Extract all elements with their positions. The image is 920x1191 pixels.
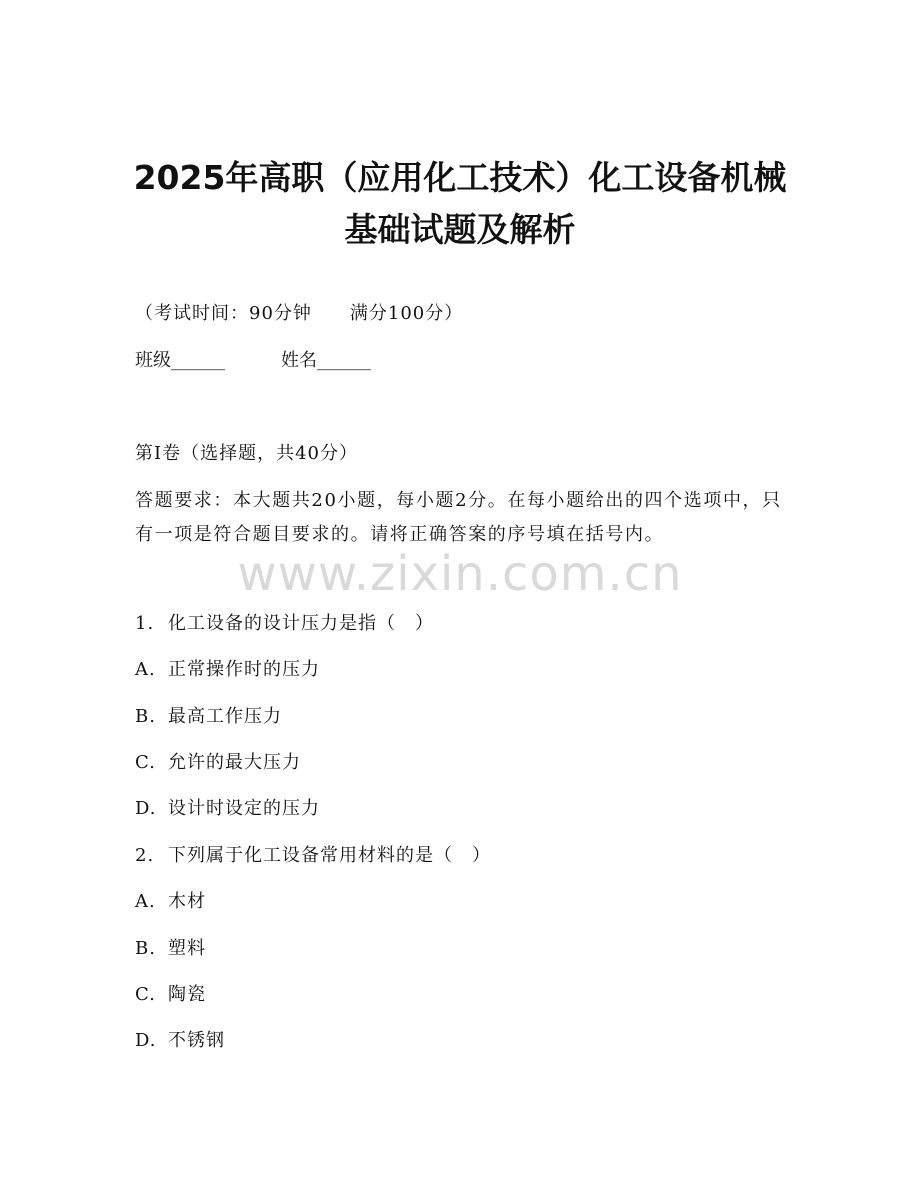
question-1-option-b: [135, 703, 282, 731]
watermark: www.zixin.com.cn: [237, 546, 683, 602]
title-line-1: 2025年高职（应用化工技术）化工设备机械: [133, 158, 787, 197]
option-text: 设计时设定的压力: [168, 798, 320, 819]
exam-info: （考试时间：90分钟 满分100分）: [135, 303, 464, 324]
question-1-option-c: [135, 749, 301, 777]
option-label: D.: [135, 798, 157, 819]
question-text: 下列属于化工设备常用材料的是（ ）: [168, 845, 491, 866]
option-text: 陶瓷: [168, 984, 206, 1005]
option-label: A.: [135, 659, 156, 680]
option-label: C.: [135, 752, 156, 773]
question-text: 化工设备的设计压力是指（ ）: [168, 613, 434, 634]
option-label: C.: [135, 984, 156, 1005]
title-line-2: 基础试题及解析: [344, 210, 576, 249]
option-text: 塑料: [168, 938, 206, 959]
option-text: 允许的最大压力: [168, 752, 301, 773]
option-label: B.: [135, 938, 156, 959]
question-1: [135, 610, 434, 638]
page-title: [60, 152, 860, 256]
question-2: [135, 842, 491, 870]
instructions: 答题要求：本大题共20小题，每小题2分。在每小题给出的四个选项中，只有一项是符合题目要求的。请将正确答案的序号填在括号内。: [135, 490, 782, 545]
question-2-option-a: [135, 888, 206, 916]
question-number: 1.: [135, 613, 155, 634]
option-label: D.: [135, 1030, 157, 1051]
student-info-row: [135, 347, 371, 375]
question-1-option-a: [135, 656, 320, 684]
question-2-option-b: [135, 935, 206, 963]
question-2-option-d: [135, 1027, 225, 1055]
section-title: 第Ⅰ卷（选择题，共40分）: [135, 443, 359, 464]
option-text: 最高工作压力: [168, 706, 282, 727]
option-text: 不锈钢: [168, 1030, 225, 1051]
class-field: 班级______: [135, 350, 225, 371]
question-2-option-c: [135, 981, 206, 1009]
option-text: 正常操作时的压力: [168, 659, 320, 680]
name-field: 姓名______: [281, 350, 371, 371]
question-number: 2.: [135, 845, 155, 866]
option-label: B.: [135, 706, 156, 727]
question-1-option-d: [135, 795, 320, 823]
option-text: 木材: [168, 891, 206, 912]
option-label: A.: [135, 891, 156, 912]
